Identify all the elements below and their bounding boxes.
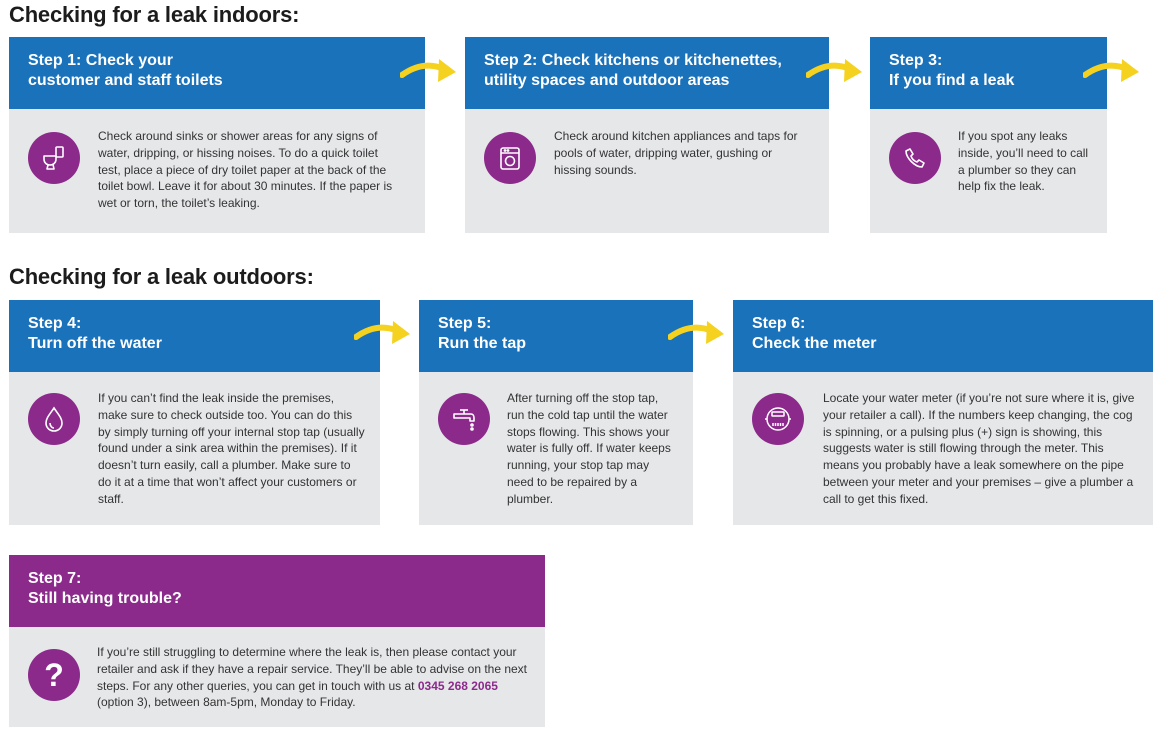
step-5-body xyxy=(419,372,693,525)
step-3-title-line1: Step 3: xyxy=(889,52,943,69)
question-mark-icon: ? xyxy=(28,649,80,701)
step-4-title-line2: Turn off the water xyxy=(28,335,162,352)
step-7-header xyxy=(9,555,545,627)
step-3-body xyxy=(870,109,1107,233)
arrow-icon-step-3-to-next xyxy=(1083,56,1141,86)
water-drop-icon xyxy=(28,393,80,445)
step-4-body xyxy=(9,372,380,525)
step-3-card xyxy=(870,37,1107,233)
step-6-title-line2: Check the meter xyxy=(752,335,877,352)
step-2-card xyxy=(465,37,829,233)
step-2-text: Check around kitchen appliances and taps for pools of water, dripping water, gushing or hissing sounds. xyxy=(554,129,798,177)
outdoors-heading: Checking for a leak outdoors: xyxy=(9,264,314,289)
step-6-header xyxy=(733,300,1153,372)
step-5-title-line1: Step 5: xyxy=(438,315,492,332)
step-2-header xyxy=(465,37,829,109)
arrow-icon-step-5-to-6 xyxy=(668,318,726,348)
step-5-text: After turning off the stop tap, run the cold tap until the water stops flowing. This shows your water is fully off. If water keeps running, your stop tap may need to be repaired by a plumber. xyxy=(507,391,671,506)
washing-machine-icon xyxy=(484,132,536,184)
step-6-card xyxy=(733,300,1153,525)
arrow-icon-step-4-to-5 xyxy=(354,318,412,348)
step-1-title-line1: Step 1: Check your xyxy=(28,52,173,69)
step-6-text: Locate your water meter (if you’re not sure where it is, give your retailer a call). If the numbers keep changing, the cog is spinning, or a pulsing plus (+) sign is showing, this suggests water is still flowing through the meter. This means you probably have a leak somewhere on the pipe between your meter and your premises – give a plumber a call to get this fixed. xyxy=(823,391,1135,506)
step-2-body xyxy=(465,109,829,233)
step-7-text-after: (option 3), between 8am-5pm, Monday to Friday. xyxy=(97,695,356,710)
step-7-text xyxy=(97,644,529,711)
step-4-header xyxy=(9,300,380,372)
step-6-title-line1: Step 6: xyxy=(752,315,806,332)
step-4-text: If you can’t find the leak inside the premises, make sure to check outside too. You can do this by simply turning off your internal stop tap (usually found under a sink area within the premises). If it doesn’t turn easily, call a plumber. Make sure to do it at a time that won’t affect your customers or staff. xyxy=(98,391,365,506)
arrow-icon-step-2-to-3 xyxy=(806,56,864,86)
step-2-title-line1: Step 2: Check kitchens or kitchenettes, xyxy=(484,52,782,69)
phone-number-link[interactable]: 0345 268 2065 xyxy=(417,678,498,693)
phone-icon xyxy=(889,132,941,184)
step-3-title-line2: If you find a leak xyxy=(889,72,1015,89)
step-1-header xyxy=(9,37,425,109)
toilet-icon xyxy=(28,132,80,184)
step-3-header xyxy=(870,37,1107,109)
step-7-card xyxy=(9,555,545,727)
indoors-heading: Checking for a leak indoors: xyxy=(9,2,300,27)
step-7-body xyxy=(9,627,545,727)
tap-icon xyxy=(438,393,490,445)
step-5-header xyxy=(419,300,693,372)
arrow-icon-step-1-to-2 xyxy=(400,56,458,86)
step-1-card xyxy=(9,37,425,233)
step-1-title-line2: customer and staff toilets xyxy=(28,72,223,89)
step-6-body xyxy=(733,372,1153,525)
step-3-text: If you spot any leaks inside, you’ll need to call a plumber so they can help fix the leak. xyxy=(958,129,1089,194)
step-4-card xyxy=(9,300,380,525)
step-7-text-before: If you’re still struggling to determine where the leak is, then please contact your retailer and ask if they have a repair service. They’ll be able to advise on the next steps. For any other queries, you can get in touch with us at xyxy=(97,645,528,693)
step-1-body xyxy=(9,109,425,233)
step-2-title-line2: utility spaces and outdoor areas xyxy=(484,72,730,89)
step-1-text: Check around sinks or shower areas for any signs of water, dripping, or hissing noises. To do a quick toilet test, place a piece of dry toilet paper at the back of the toilet bowl. Leave it for about 30 minutes. If the paper is wet or torn, the toilet’s leaking. xyxy=(98,129,393,211)
step-7-title-line1: Step 7: xyxy=(28,570,82,587)
step-5-title-line2: Run the tap xyxy=(438,335,526,352)
step-5-card xyxy=(419,300,693,525)
step-4-title-line1: Step 4: xyxy=(28,315,82,332)
step-7-title-line2: Still having trouble? xyxy=(28,590,182,607)
water-meter-icon xyxy=(752,393,804,445)
